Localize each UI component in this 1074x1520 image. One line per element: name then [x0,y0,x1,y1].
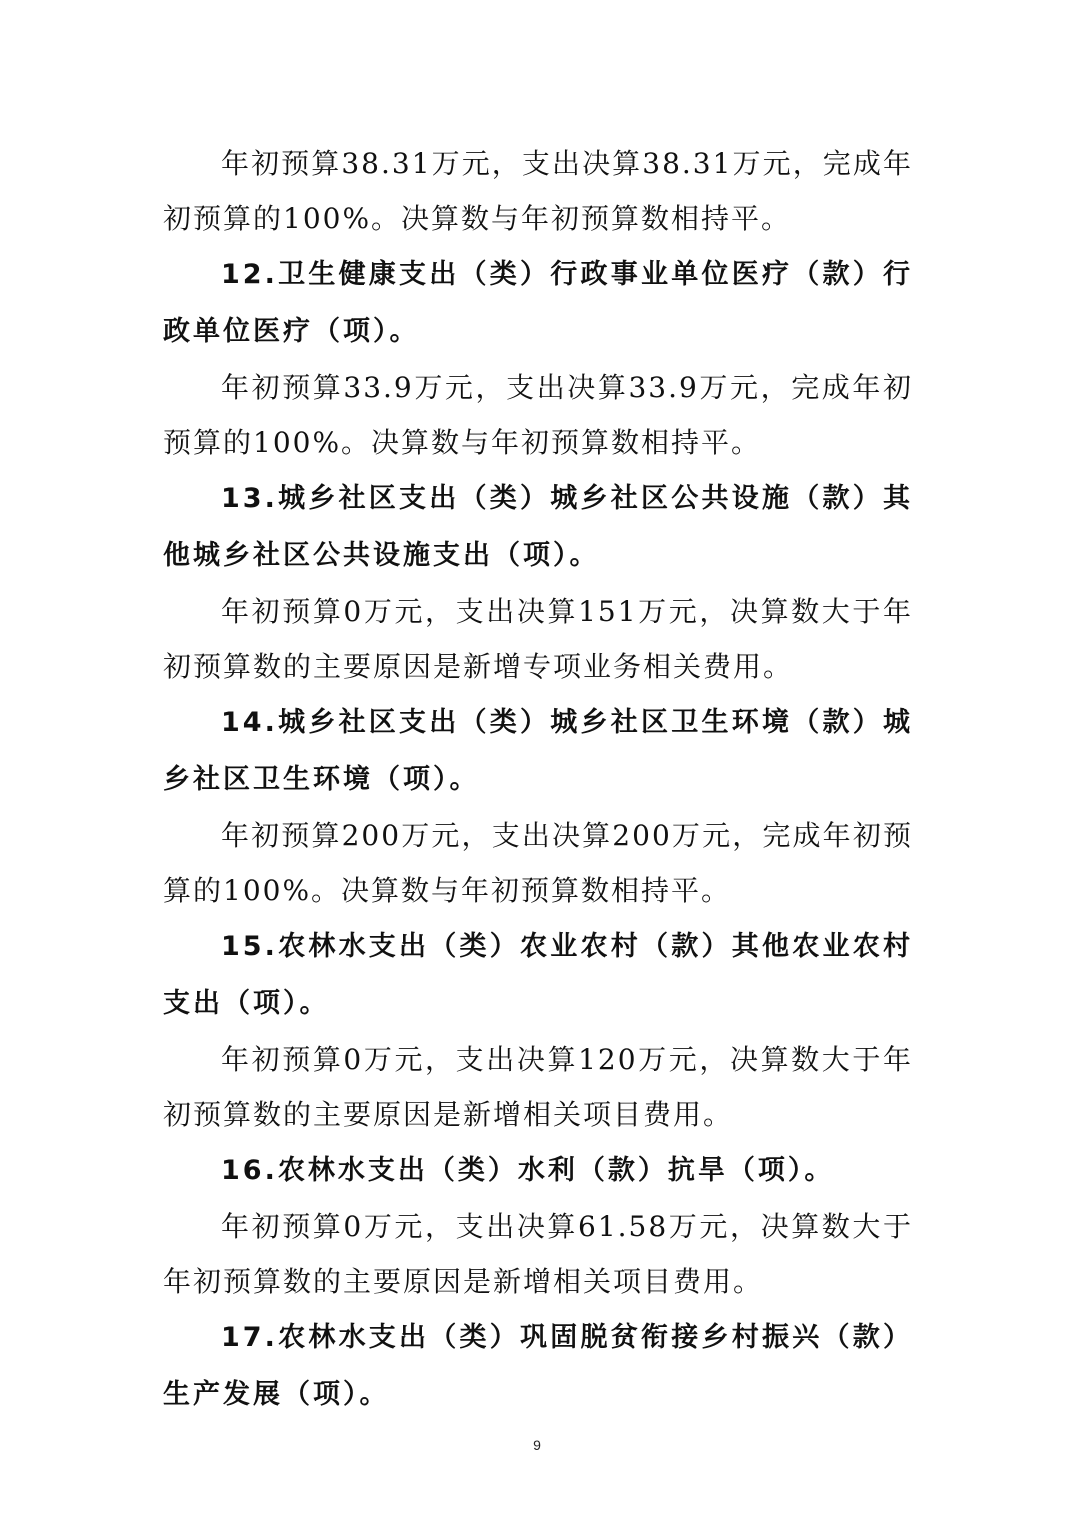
section-heading-13: 13.城乡社区支出（类）城乡社区公共设施（款）其他城乡社区公共设施支出（项）。 [163,483,913,571]
page-content [163,136,913,1423]
section-heading-14: 14.城乡社区支出（类）城乡社区卫生环境（款）城乡社区卫生环境（项）。 [163,707,913,795]
budget-paragraph: 年初预算0万元，支出决算151万元，决算数大于年初预算数的主要原因是新增专项业务相关费用。 [163,595,913,683]
budget-paragraph: 年初预算38.31万元，支出决算38.31万元，完成年初预算的100%。决算数与年初预算数相持平。 [163,147,913,235]
section-heading-16: 16.农林水支出（类）水利（款）抗旱（项）。 [221,1155,835,1186]
budget-paragraph: 年初预算200万元，支出决算200万元，完成年初预算的100%。决算数与年初预算数相持平。 [163,819,913,907]
page-number: 9 [533,1437,541,1453]
budget-paragraph: 年初预算0万元，支出决算120万元，决算数大于年初预算数的主要原因是新增相关项目费用。 [163,1043,913,1131]
section-heading-17: 17.农林水支出（类）巩固脱贫衔接乡村振兴（款）生产发展（项）。 [163,1322,913,1410]
section-heading-15: 15.农林水支出（类）农业农村（款）其他农业农村支出（项）。 [163,931,913,1019]
budget-paragraph: 年初预算0万元，支出决算61.58万元，决算数大于年初预算数的主要原因是新增相关项目费用。 [163,1210,913,1298]
budget-paragraph: 年初预算33.9万元，支出决算33.9万元，完成年初预算的100%。决算数与年初预算数相持平。 [163,371,913,459]
section-heading-12: 12.卫生健康支出（类）行政事业单位医疗（款）行政单位医疗（项）。 [163,259,913,347]
